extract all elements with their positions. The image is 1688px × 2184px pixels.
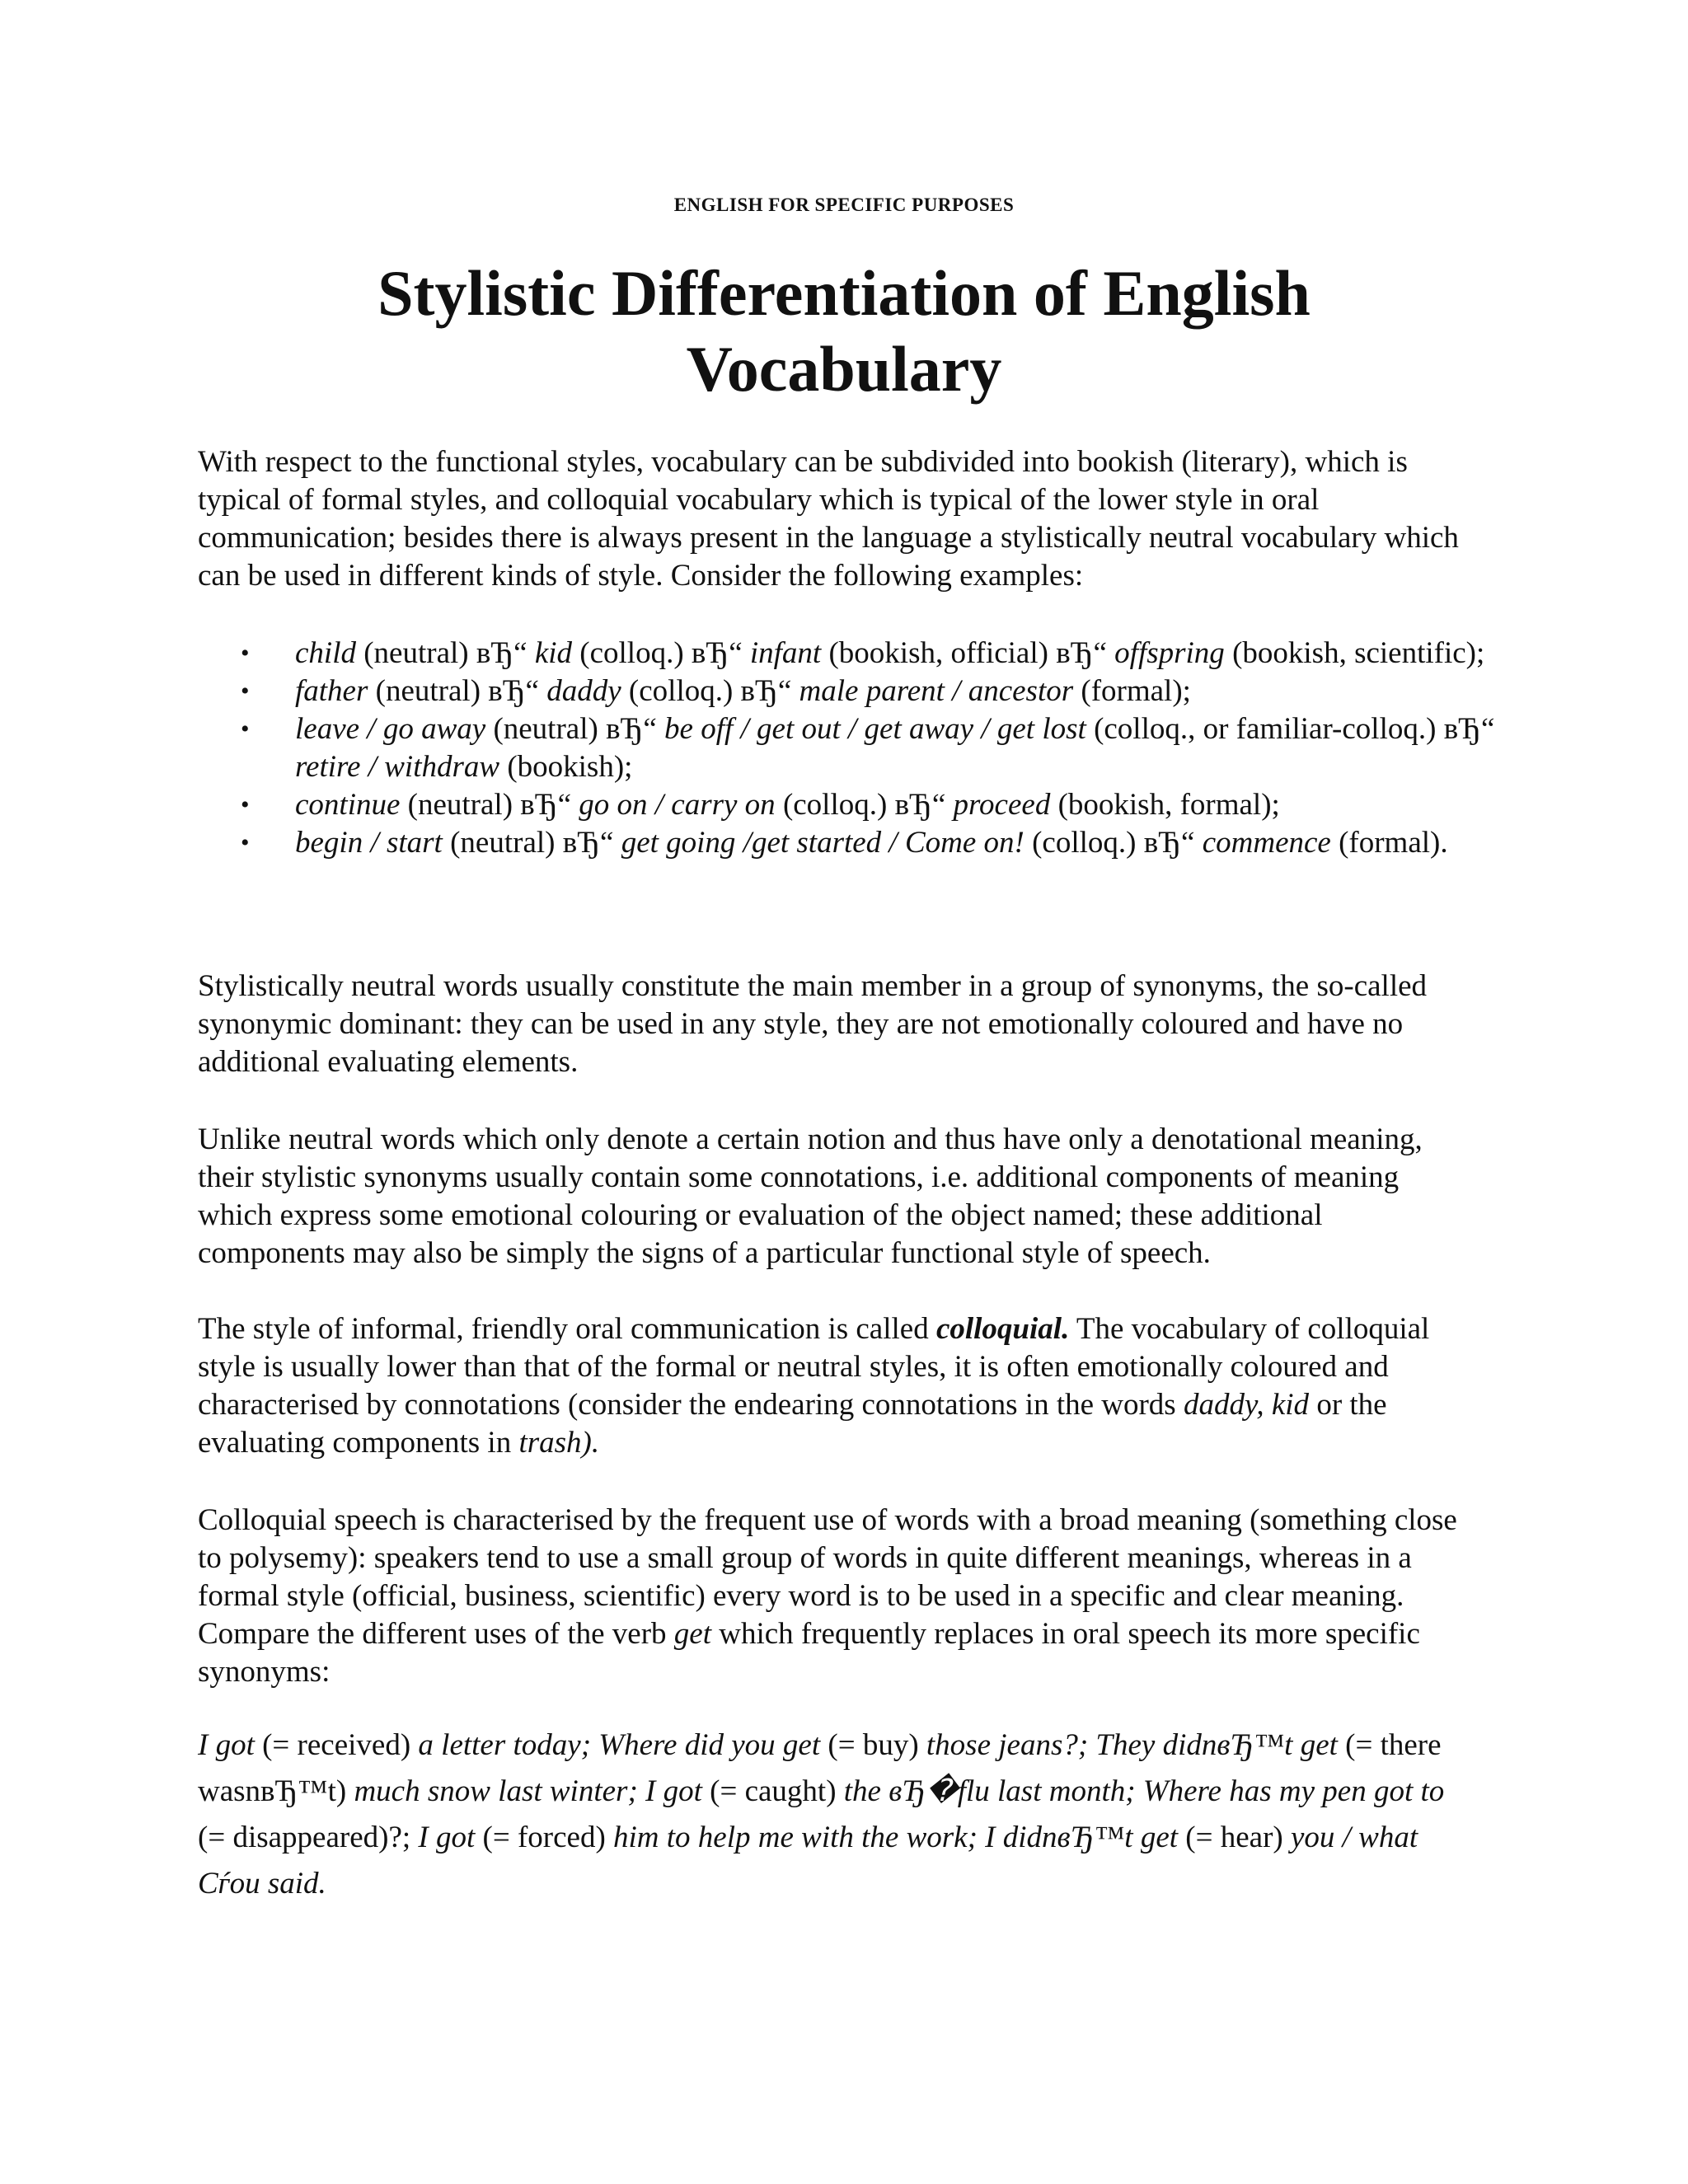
neutral-word: leave / go away: [295, 712, 486, 746]
list-item: [241, 824, 1564, 862]
style-note: (formal).: [1330, 826, 1448, 860]
text-run: or the evaluating components in: [198, 1388, 1387, 1460]
paragraph-text: [198, 1502, 1467, 1691]
style-note: (neutral): [355, 636, 469, 670]
list-item: [241, 786, 1564, 824]
gloss: (= hear): [1178, 1821, 1291, 1854]
separator: вЂ“: [468, 636, 535, 670]
bullet-icon: •: [241, 677, 250, 705]
colloquial-word: get going /get started / Come on!: [621, 826, 1025, 860]
text-run: The style of informal, friendly oral communication is called: [198, 1312, 936, 1346]
separator: вЂ“: [1136, 826, 1203, 860]
neutral-word: begin / start: [295, 826, 443, 860]
neutral-word: father: [295, 674, 368, 708]
text-run: which frequently replaces in oral speech its more specific synonyms:: [198, 1617, 1420, 1689]
paragraph-colloquial-style: [198, 1310, 1467, 1462]
list-item: [241, 673, 1564, 710]
example-words: trash).: [518, 1426, 600, 1460]
paragraph-text: Stylistically neutral words usually constitute the main member in a group of synonyms, the so-called synonymic dominant: they can be used in any style, they are not emotionally coloured and have no additional evaluating elements.: [198, 969, 1428, 1079]
style-note: (colloq.): [621, 674, 734, 708]
paragraph-get-examples: [198, 1722, 1467, 1907]
style-note: (bookish, formal);: [1050, 788, 1280, 822]
separator: вЂ“: [887, 788, 954, 822]
formal-word: male parent / ancestor: [799, 674, 1074, 708]
separator: вЂ“: [1048, 636, 1115, 670]
style-note: (neutral): [485, 712, 598, 746]
separator: вЂ“: [555, 826, 621, 860]
text-run: Colloquial speech is characterised by the frequent use of words with a broad meaning (something close to polysemy): speakers tend to use a small group of words in quite different meanings, whereas in a formal style (official, business, scientific) every word is to be used in a specific and clear meaning. Compare the different uses of the verb: [198, 1503, 1457, 1651]
style-note: (colloq.): [775, 788, 888, 822]
gloss: (= caught): [701, 1774, 844, 1808]
gloss: (= there wasnвЂ™t): [198, 1728, 1442, 1808]
paragraph-neutral-words: [198, 968, 1467, 1081]
term-emphasis: colloquial.: [935, 1312, 1070, 1346]
separator: вЂ“: [1436, 712, 1495, 746]
formal-word: commence: [1202, 826, 1331, 860]
gloss: (= forced): [475, 1821, 614, 1854]
text-run: The vocabulary of colloquial style is usually lower than that of the formal or neutral styles, it is often emotionally coloured and characterised by connotations (consider the endearing connotations in the words: [198, 1312, 1430, 1422]
page-title: [0, 255, 1688, 407]
paragraph-text: [198, 1722, 1467, 1907]
style-note: (neutral): [442, 826, 556, 860]
examples-list: [198, 635, 1564, 862]
colloquial-word: daddy: [546, 674, 621, 708]
document-header: ENGLISH FOR SPECIFIC PURPOSES: [673, 194, 1015, 215]
paragraph-connotations: [198, 1121, 1467, 1272]
style-note: (bookish, official): [821, 636, 1048, 670]
separator: вЂ“: [598, 712, 665, 746]
list-item: [241, 635, 1564, 673]
separator: вЂ“: [683, 636, 750, 670]
bookish-word: infant: [749, 636, 822, 670]
example-phrase: much snow last winter; I got: [354, 1774, 702, 1808]
example-words: daddy, kid: [1183, 1388, 1310, 1422]
bullet-icon: •: [241, 640, 250, 667]
paragraph-intro: [198, 443, 1467, 595]
colloquial-word: go on / carry on: [579, 788, 776, 822]
scientific-word: offspring: [1114, 636, 1225, 670]
example-phrase: I got: [418, 1821, 476, 1854]
example-phrase: those jeans?; They didnвЂ™t get: [926, 1728, 1338, 1762]
example-verb: get: [673, 1617, 711, 1651]
list-item: [241, 710, 1564, 786]
example-phrase: you / what Сѓou said.: [198, 1821, 1418, 1900]
bullet-icon: •: [241, 791, 250, 818]
bullet-icon: •: [241, 829, 250, 856]
separator: вЂ“: [733, 674, 799, 708]
style-note: (neutral): [368, 674, 481, 708]
separator: вЂ“: [481, 674, 547, 708]
separator: вЂ“: [513, 788, 579, 822]
paragraph-text: Unlike neutral words which only denote a certain notion and thus have only a denotational meaning, their stylistic synonyms usually contain some connotations, i.e. additional components of meaning which express some emotional colouring or evaluation of the object named; these additional components may also be simply the signs of a particular functional style of speech.: [198, 1122, 1423, 1270]
paragraph-text: With respect to the functional styles, vocabulary can be subdivided into bookish (literary), which is typical of formal styles, and colloquial vocabulary which is typical of the lower style in oral communication; besides there is always present in the language a stylistically neutral vocabulary which can be used in different kinds of style. Consider the following examples:: [198, 445, 1459, 593]
bullet-icon: •: [241, 715, 250, 743]
example-phrase: the вЂ�flu last month; Where has my pen got to: [843, 1774, 1445, 1808]
style-note: (colloq., or familiar-colloq.): [1085, 712, 1437, 746]
bookish-word: proceed: [953, 788, 1051, 822]
gloss: (= received): [254, 1728, 419, 1762]
neutral-word: continue: [295, 788, 401, 822]
title-line-2: Vocabulary: [686, 333, 1002, 405]
style-note: (neutral): [400, 788, 513, 822]
style-note: (colloq.): [1024, 826, 1137, 860]
paragraph-broad-meaning: [198, 1502, 1467, 1691]
colloquial-word: kid: [534, 636, 573, 670]
neutral-word: child: [295, 636, 356, 670]
example-phrase: I got: [198, 1728, 255, 1762]
title-line-1: Stylistic Differentiation of English: [377, 257, 1311, 329]
style-note: (bookish, scientific);: [1224, 636, 1485, 670]
colloquial-word: be off / get out / get away / get lost: [664, 712, 1086, 746]
example-phrase: a letter today; Where did you get: [418, 1728, 821, 1762]
style-note: (colloq.): [572, 636, 684, 670]
paragraph-text: [198, 1310, 1467, 1462]
bookish-word: retire / withdraw: [295, 750, 500, 784]
style-note: (formal);: [1073, 674, 1191, 708]
gloss: (= buy): [820, 1728, 926, 1762]
gloss: (= disappeared)?;: [198, 1821, 419, 1854]
example-phrase: him to help me with the work; I didnвЂ™t get: [613, 1821, 1179, 1854]
style-note: (bookish);: [499, 750, 633, 784]
